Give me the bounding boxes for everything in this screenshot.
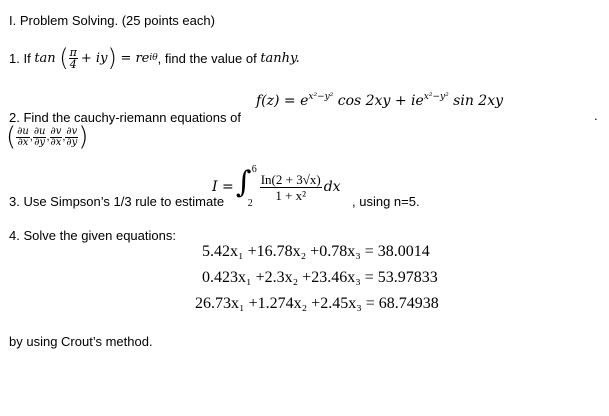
lower-limit: 2 [247, 198, 253, 209]
q2-end: sin 2xy [453, 93, 504, 109]
q1-open-paren: ( [59, 44, 69, 72]
partial-num: ∂u [17, 125, 29, 137]
integrand-numerator: In(2 + 3√x) [260, 171, 321, 187]
q3-dx: dx [323, 179, 341, 195]
q2-exp1: x²−y² [308, 92, 334, 102]
q3-text: 3. Use Simpson’s 1/3 rule to estimate [9, 194, 225, 209]
partial-num: ∂v [50, 125, 62, 137]
upper-limit: 6 [251, 164, 257, 175]
q1-suffix: , find the value of [157, 50, 257, 66]
q1-four: 4 [69, 57, 77, 71]
equation-3: 26.73x₁ +1.274x₂ +2.45x₃ = 68.74938 [195, 295, 439, 312]
q1-exponent: iθ [149, 53, 158, 63]
q2-open-paren: ( [6, 122, 17, 152]
q2-exp2: x²−y² [423, 92, 449, 102]
partial-num: ∂u [33, 125, 46, 137]
q1-pi-over-4 [69, 47, 78, 70]
integrand-denominator: 1 + x² [275, 187, 307, 203]
q2-partials [6, 122, 88, 152]
equation-system [195, 243, 439, 321]
q2-trailing-dot: . [594, 108, 598, 123]
comma: , [29, 131, 33, 143]
integral-symbol: ∫ [235, 165, 252, 200]
q3-suffix: , using n=5. [352, 194, 420, 209]
q1-target: tanhy. [260, 50, 300, 66]
q3-integrand [260, 173, 322, 202]
equation-1: 5.42x₁ +16.78x₂ +0.78x₃ = 38.0014 [202, 243, 430, 260]
partial-num: ∂v [66, 125, 78, 137]
section-heading: I. Problem Solving. (25 points each) [9, 13, 215, 28]
q3-integral-expression [212, 164, 341, 210]
equation-2: 0.423x₁ +2.3x₂ +23.46x₃ = 53.97833 [202, 269, 438, 286]
q2-text: 2. Find the cauchy-riemann equations of [9, 110, 241, 125]
comma: , [46, 131, 50, 143]
partial-dv-dx [50, 125, 66, 148]
q1-tan: tan [34, 50, 56, 66]
q1-pi: π [69, 45, 77, 59]
partial-den: ∂x [17, 136, 29, 148]
q3-I-equals: I = [212, 179, 234, 195]
partial-den: ∂x [50, 136, 62, 148]
partial-den: ∂y [66, 136, 78, 148]
q4-method: by using Crout’s method. [9, 334, 153, 349]
q1-plus-iy: + iy [80, 50, 108, 66]
q2-function [256, 92, 503, 109]
q2-mid: cos 2xy + ie [337, 93, 424, 109]
q1-equals-re: = re [120, 50, 150, 66]
partial-du-dy [33, 125, 50, 148]
q1-close-paren: ) [107, 44, 117, 72]
partial-du-dx [16, 127, 30, 148]
q2-close-paren: ) [78, 122, 89, 152]
partial-den: ∂y [34, 136, 46, 148]
q2-fz: f(z) = e [256, 93, 309, 109]
question-1 [9, 44, 300, 72]
q1-prefix: 1. If [9, 50, 31, 66]
q3-integral-sign [236, 164, 260, 210]
partial-dv-dy [65, 127, 78, 148]
q4-text: 4. Solve the given equations: [9, 228, 176, 243]
comma: , [62, 131, 66, 143]
